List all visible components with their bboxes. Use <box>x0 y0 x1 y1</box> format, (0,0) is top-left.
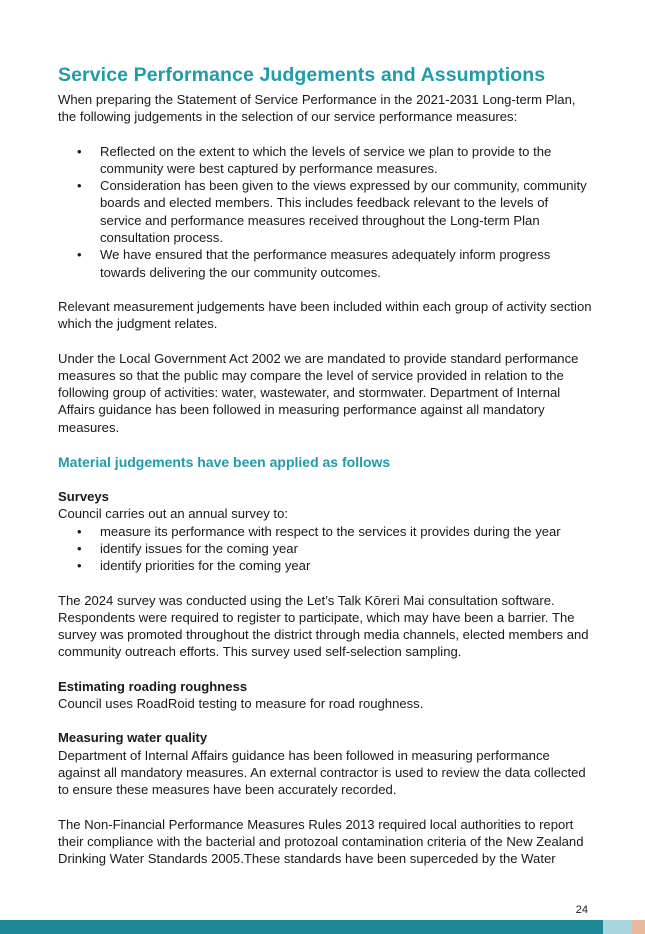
bullet-icon: • <box>77 247 82 263</box>
bullet-icon: • <box>77 178 82 194</box>
page-number: 24 <box>575 904 588 916</box>
list-item: • identify issues for the coming year <box>77 540 298 556</box>
lga-paragraph: Under the Local Government Act 2002 we are mandated to provide standard performance measures so that the public may compare the level of service provided in relation to the following group of activities: water, wastewater, and stormwater. Department of Internal Affairs guidance has been followed in measuring performance against all mandatory measures. <box>58 350 579 435</box>
surveys-heading: Surveys <box>58 489 109 505</box>
relevant-paragraph: Relevant measurement judgements have been included within each group of activity section which the judgment relates. <box>58 298 592 332</box>
survey-paragraph: The 2024 survey was conducted using the Let’s Talk Kōreri Mai consultation software. Respondents were required to register to participate, which may have been a barrier. The survey was promoted throughout the district through media channels, elected members and community outreach efforts. This survey used self-selection sampling. <box>58 592 589 660</box>
surveys-list <box>58 523 592 575</box>
list-item: • Reflected on the extent to which the levels of service we plan to provide to the community were best captured by performance measures. <box>77 143 552 176</box>
material-heading: Material judgements have been applied as follows <box>58 454 391 471</box>
list-item: • identify priorities for the coming year <box>77 558 311 574</box>
water-text: Department of Internal Affairs guidance has been followed in measuring performance against all mandatory measures. An external contractor is used to review the data collected to ensure these measures have been accurately recorded. <box>58 747 586 798</box>
page-title: Service Performance Judgements and Assumptions <box>58 64 546 86</box>
roading-text: Council uses RoadRoid testing to measure for road roughness. <box>58 696 424 712</box>
bullet-icon: • <box>77 558 82 574</box>
water-heading: Measuring water quality <box>58 730 208 746</box>
footer-bar-light <box>603 920 632 934</box>
page-content <box>58 64 592 867</box>
footer-bar-main <box>0 920 603 934</box>
list-item: • measure its performance with respect to the services it provides during the year <box>77 523 561 539</box>
intro-paragraph: When preparing the Statement of Service Performance in the 2021-2031 Long-term Plan, the following judgements in the selection of our service performance measures: <box>58 92 576 125</box>
rules-paragraph: The Non-Financial Performance Measures Rules 2013 required local authorities to report their compliance with the bacterial and protozoal contamination criteria of the New Zealand Drinking Water Standards 2005.These standards have been superceded by the Water <box>58 816 584 867</box>
surveys-intro: Council carries out an annual survey to: <box>58 506 288 522</box>
bullet-icon: • <box>77 523 82 539</box>
footer-bar-accent <box>632 920 645 934</box>
bullet-icon: • <box>77 540 82 556</box>
list-item: • We have ensured that the performance measures adequately inform progress towards delivering the our community outcomes. <box>77 247 551 280</box>
footer-bar <box>0 920 645 934</box>
roading-heading: Estimating roading roughness <box>58 678 248 694</box>
judgement-list <box>58 143 592 281</box>
bullet-icon: • <box>77 143 82 159</box>
list-item: • Consideration has been given to the views expressed by our community, community boards and elected members. This includes feedback relevant to the levels of service and performance measures received throughout the Long-term Plan consultation process. <box>77 178 587 246</box>
